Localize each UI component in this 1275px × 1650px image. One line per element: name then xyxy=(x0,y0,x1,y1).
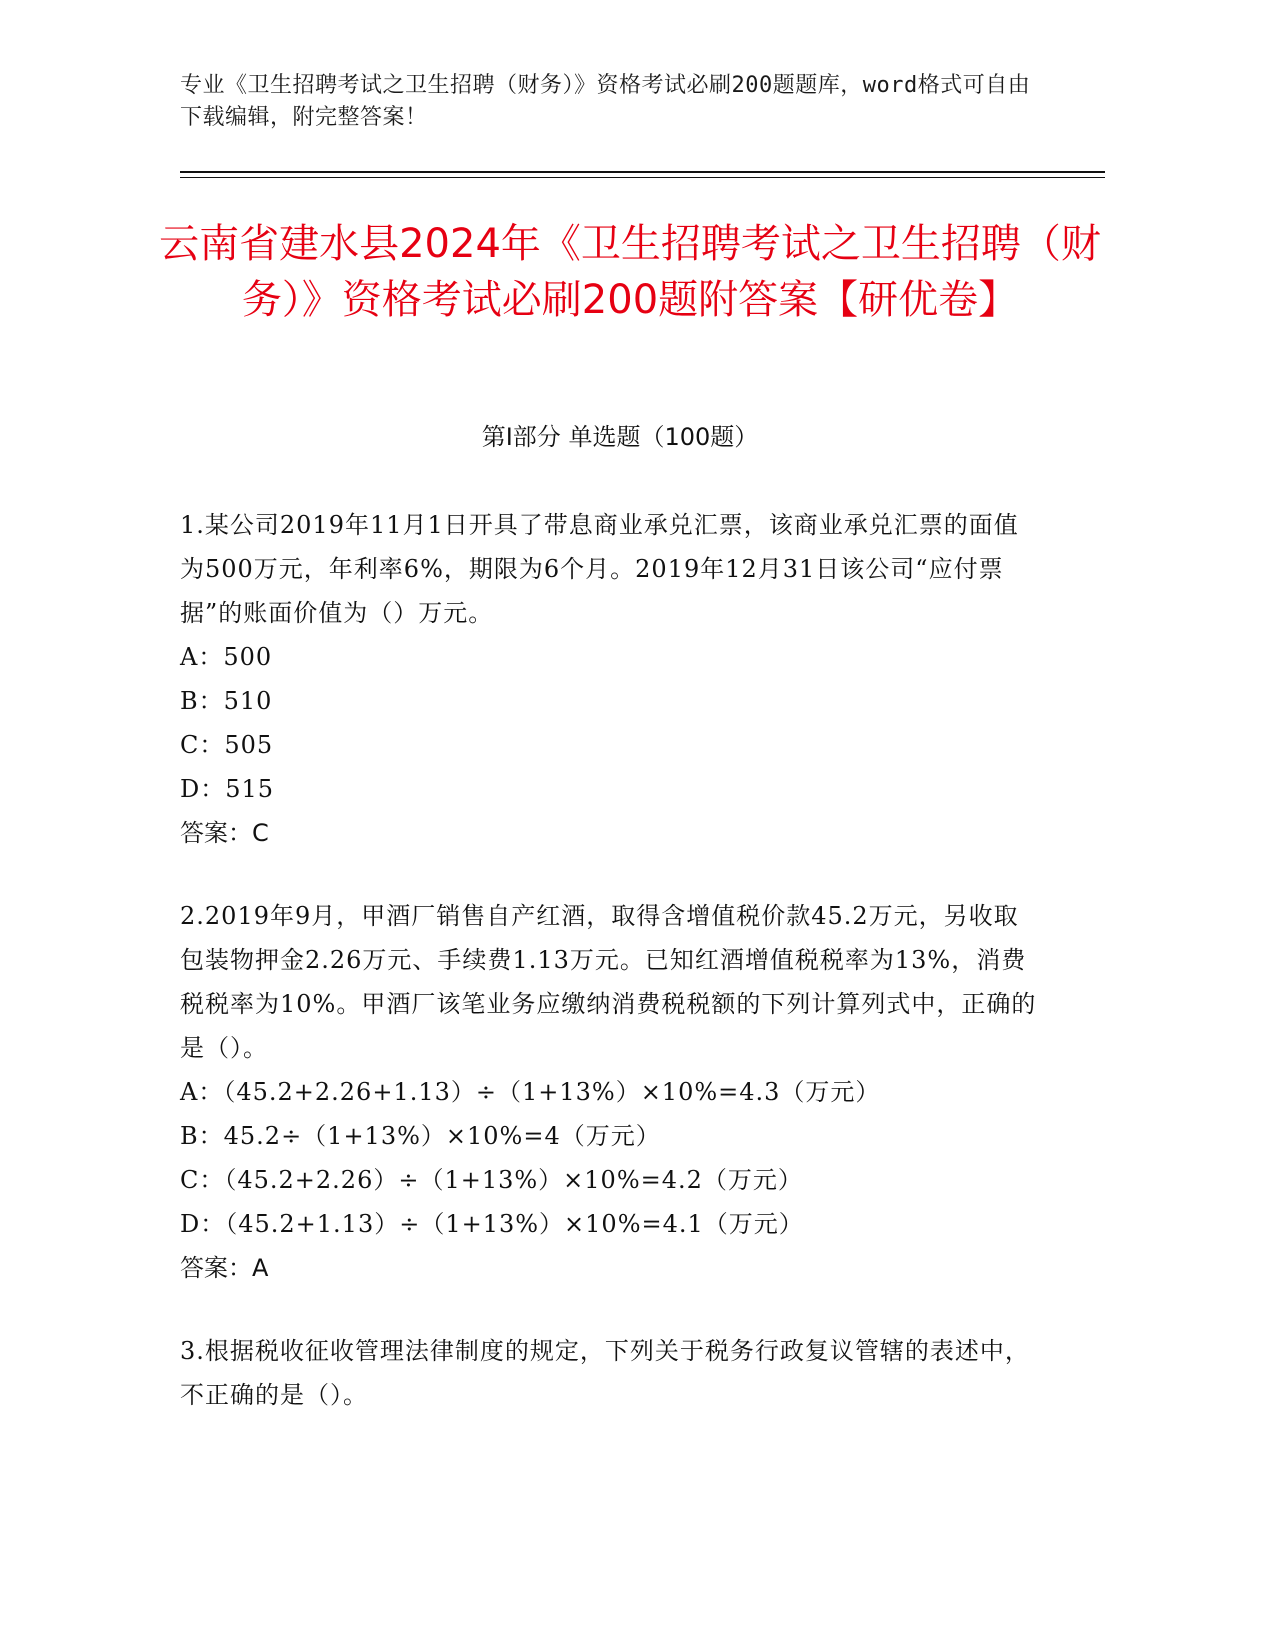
option-d: D：（45.2+1.13）÷（1+13%）×10%=4.1（万元） xyxy=(180,1210,804,1238)
option-b: B：510 xyxy=(180,687,273,715)
option-a: A：（45.2+2.26+1.13）÷（1+13%）×10%=4.3（万元） xyxy=(180,1078,881,1106)
option-c: C：505 xyxy=(180,731,274,759)
answer: 答案：C xyxy=(180,819,269,847)
section-heading: 第Ⅰ部分 单选题（100题） xyxy=(481,423,759,451)
question-1 xyxy=(180,503,1040,855)
header-divider-thin xyxy=(180,177,1105,178)
question-2 xyxy=(180,894,1040,1290)
answer: 答案：A xyxy=(180,1254,269,1282)
option-a: A：500 xyxy=(180,643,273,671)
option-c: C：（45.2+2.26）÷（1+13%）×10%=4.2（万元） xyxy=(180,1166,803,1194)
question-stem: 3.根据税收征收管理法律制度的规定，下列关于税务行政复议管辖的表述中，不正确的是（）。 xyxy=(180,1337,1030,1409)
header-note: 专业《卫生招聘考试之卫生招聘（财务）》资格考试必刷200题题库，word格式可自由下载编辑，附完整答案！ xyxy=(180,73,1031,130)
question-stem: 2.2019年9月，甲酒厂销售自产红酒，取得含增值税价款45.2万元，另收取包装物押金2.26万元、手续费1.13万元。已知红酒增值税税率为13%，消费税税率为10%。甲酒厂该笔业务应缴纳消费税税额的下列计算列式中，正确的是（）。 xyxy=(180,902,1037,1062)
option-d: D：515 xyxy=(180,775,275,803)
document-title: 云南省建水县2024年《卫生招聘考试之卫生招聘（财务）》资格考试必刷200题附答案【研优卷】 xyxy=(159,221,1101,323)
option-b: B：45.2÷（1+13%）×10%=4（万元） xyxy=(180,1122,661,1150)
question-3 xyxy=(180,1329,1040,1417)
header-divider-thick xyxy=(180,171,1105,173)
question-stem: 1.某公司2019年11月1日开具了带息商业承兑汇票，该商业承兑汇票的面值为500万元，年利率6%，期限为6个月。2019年12月31日该公司“应付票据”的账面价值为（）万元。 xyxy=(180,511,1019,627)
